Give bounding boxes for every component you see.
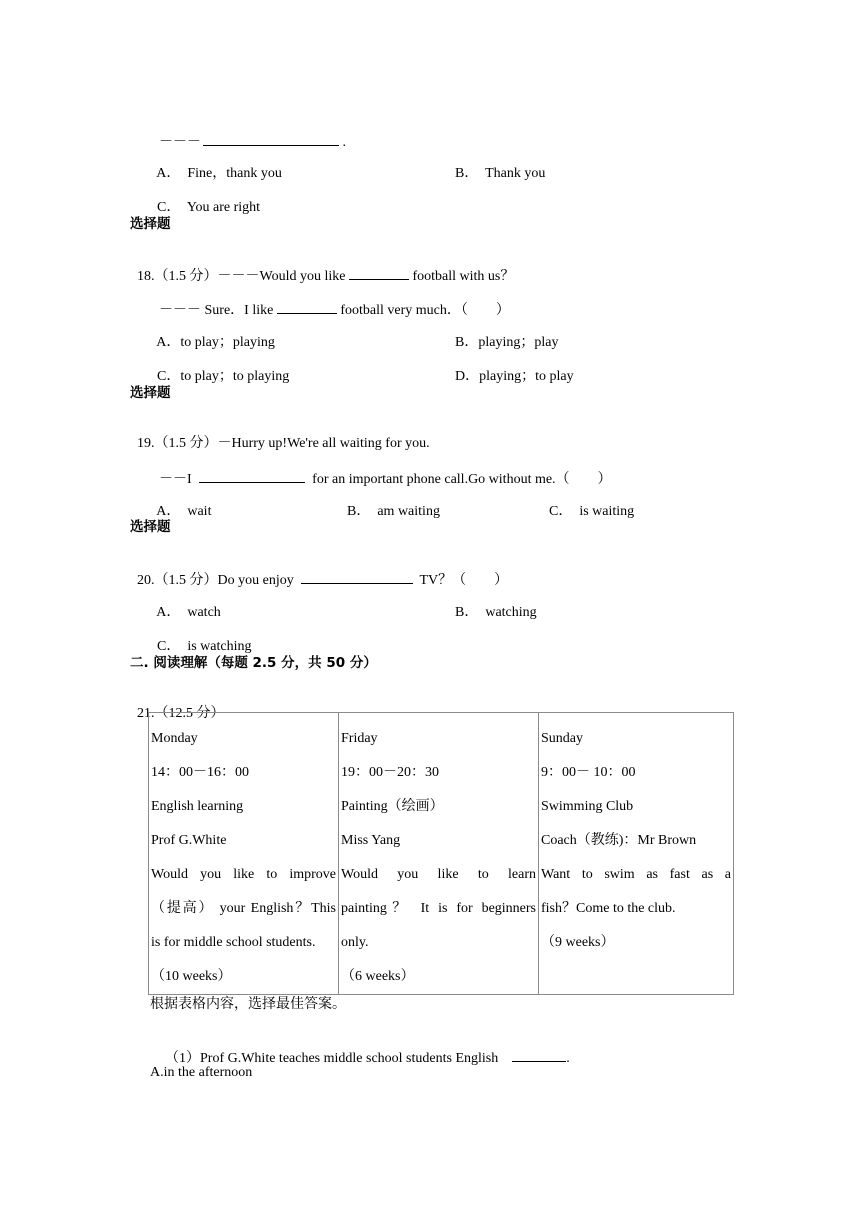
cell-desc-line: Would you like to improve — [151, 867, 336, 882]
q18-option-b[interactable] — [448, 316, 558, 352]
cell-day: Friday — [341, 731, 378, 746]
stem-text: －－I — [159, 472, 192, 487]
table-row — [149, 713, 734, 995]
option-letter: B． — [347, 504, 371, 519]
option-text: am waiting — [377, 504, 440, 519]
option-letter: A． — [156, 605, 181, 620]
option-text: Thank you — [485, 166, 546, 181]
q20-answer-blank — [301, 570, 413, 584]
stem-text: for an important phone call.Go without me.（ ） — [312, 472, 612, 487]
part2-heading: 二. 阅读理解（每题 2.5 分，共 50 分） — [130, 655, 377, 671]
stem-text: . — [566, 1051, 570, 1066]
q20-option-c[interactable] — [150, 620, 252, 656]
cell-day: Sunday — [541, 731, 583, 746]
stem-text: －－－ Sure．I like — [159, 303, 274, 318]
option-text: You are right — [186, 200, 261, 215]
q17-answer-blank — [203, 132, 339, 146]
cell-day: Monday — [151, 731, 198, 746]
stem-text: TV？（ ） — [419, 573, 509, 588]
stem-text: football very much．（ ） — [340, 303, 510, 318]
question-score: （1.5 分） — [154, 269, 218, 284]
q20-section-label: 选择题 — [130, 519, 171, 535]
stem-text: －－－Would you like — [217, 269, 346, 284]
cell-desc-line: fish？Come to the club. — [541, 901, 676, 916]
option-letter: B． — [455, 605, 479, 620]
question-score: （12.5 分） — [154, 706, 225, 721]
option-text: wait — [187, 504, 212, 519]
q21-sub1-blank — [512, 1048, 566, 1062]
q21-instruction: 根据表格内容，选择最佳答案。 — [150, 997, 346, 1012]
option-letter: A． — [156, 335, 181, 350]
q19-option-c[interactable] — [542, 485, 634, 521]
cell-desc-line: painting？ It is for beginners — [341, 901, 536, 916]
option-letter: B． — [455, 166, 479, 181]
cell-time: 14：00－16：00 — [151, 765, 249, 780]
option-letter: B． — [455, 335, 479, 350]
option-letter: C． — [157, 639, 181, 654]
q19-stem-line2 — [152, 451, 612, 489]
cell-teacher: Prof G.White — [151, 833, 227, 848]
q17-prefix: －－－ — [159, 135, 201, 150]
stem-text: （1）Prof G.White teaches middle school students English — [165, 1051, 499, 1066]
cell-weeks: （6 weeks） — [341, 969, 415, 984]
schedule-table — [148, 712, 734, 995]
option-text: watch — [187, 605, 221, 620]
q19-stem-line1 — [130, 417, 430, 453]
q19-option-b[interactable] — [340, 485, 440, 521]
option-text: playing；to play — [479, 369, 574, 384]
q18-stem-line1 — [130, 248, 514, 286]
option-letter: A． — [156, 504, 181, 519]
q20-option-a[interactable] — [150, 586, 221, 622]
cell-teacher: Coach（教练)：Mr Brown — [541, 833, 697, 848]
q18-blank-2 — [277, 300, 337, 314]
q18-option-c[interactable] — [150, 350, 289, 386]
q20-stem-line1 — [130, 552, 508, 590]
cell-desc-line: （提高） your English？This — [151, 901, 336, 916]
question-number: 19. — [137, 436, 155, 451]
q18-option-d[interactable] — [448, 350, 574, 386]
q18-section-label: 选择题 — [130, 216, 171, 232]
table-cell-sunday — [539, 713, 734, 995]
q20-option-b[interactable] — [448, 586, 537, 622]
option-letter: C． — [157, 369, 181, 384]
option-text: playing；play — [478, 335, 559, 350]
cell-course: English learning — [151, 799, 244, 814]
question-number: 20. — [137, 573, 155, 588]
option-text: to play；playing — [180, 335, 275, 350]
option-letter: C． — [549, 504, 573, 519]
q17-option-a[interactable] — [150, 147, 282, 183]
option-text: watching — [485, 605, 537, 620]
cell-time: 19：00－20：30 — [341, 765, 439, 780]
cell-teacher: Miss Yang — [341, 833, 401, 848]
question-number: 18. — [137, 269, 155, 284]
stem-text: －Hurry up!We're all waiting for you. — [217, 436, 430, 451]
cell-course: Swimming Club — [541, 799, 634, 814]
q17-option-c[interactable] — [150, 181, 260, 217]
option-text: Fine，thank you — [187, 166, 282, 181]
cell-desc-line: Would you like to learn — [341, 867, 536, 882]
q21-sub1-option-a[interactable]: A.in the afternoon — [150, 1065, 253, 1080]
option-letter: C． — [157, 200, 181, 215]
stem-text: football with us？ — [412, 269, 515, 284]
cell-desc-line: Want to swim as fast as a — [541, 867, 731, 882]
cell-weeks: （9 weeks） — [541, 935, 615, 950]
q19-answer-blank — [199, 469, 305, 483]
q17-option-b[interactable] — [448, 147, 545, 183]
cell-time: 9：00－ 10：00 — [541, 765, 636, 780]
cell-desc-line: is for middle school students. — [151, 935, 316, 950]
stem-text: Do you enjoy — [217, 573, 294, 588]
question-score: （1.5 分） — [154, 436, 218, 451]
option-text: is watching — [187, 639, 252, 654]
table-cell-friday — [339, 713, 539, 995]
q18-blank-1 — [349, 266, 409, 280]
q19-section-label: 选择题 — [130, 385, 171, 401]
q18-stem-line2 — [152, 282, 510, 320]
option-letter: A． — [156, 166, 181, 181]
question-score: （1.5 分） — [154, 573, 218, 588]
option-text: is waiting — [579, 504, 635, 519]
question-number: 21. — [137, 706, 155, 721]
cell-desc-line: only. — [341, 935, 369, 950]
q21-sub1-stem — [158, 1030, 570, 1068]
q18-option-a[interactable] — [150, 316, 275, 352]
q17-suffix: . — [342, 135, 346, 150]
cell-weeks: （10 weeks） — [151, 969, 232, 984]
table-cell-monday — [149, 713, 339, 995]
q19-option-a[interactable] — [150, 485, 211, 521]
cell-course: Painting（绘画） — [341, 799, 444, 814]
option-letter: D． — [455, 369, 480, 384]
option-text: to play；to playing — [180, 369, 290, 384]
